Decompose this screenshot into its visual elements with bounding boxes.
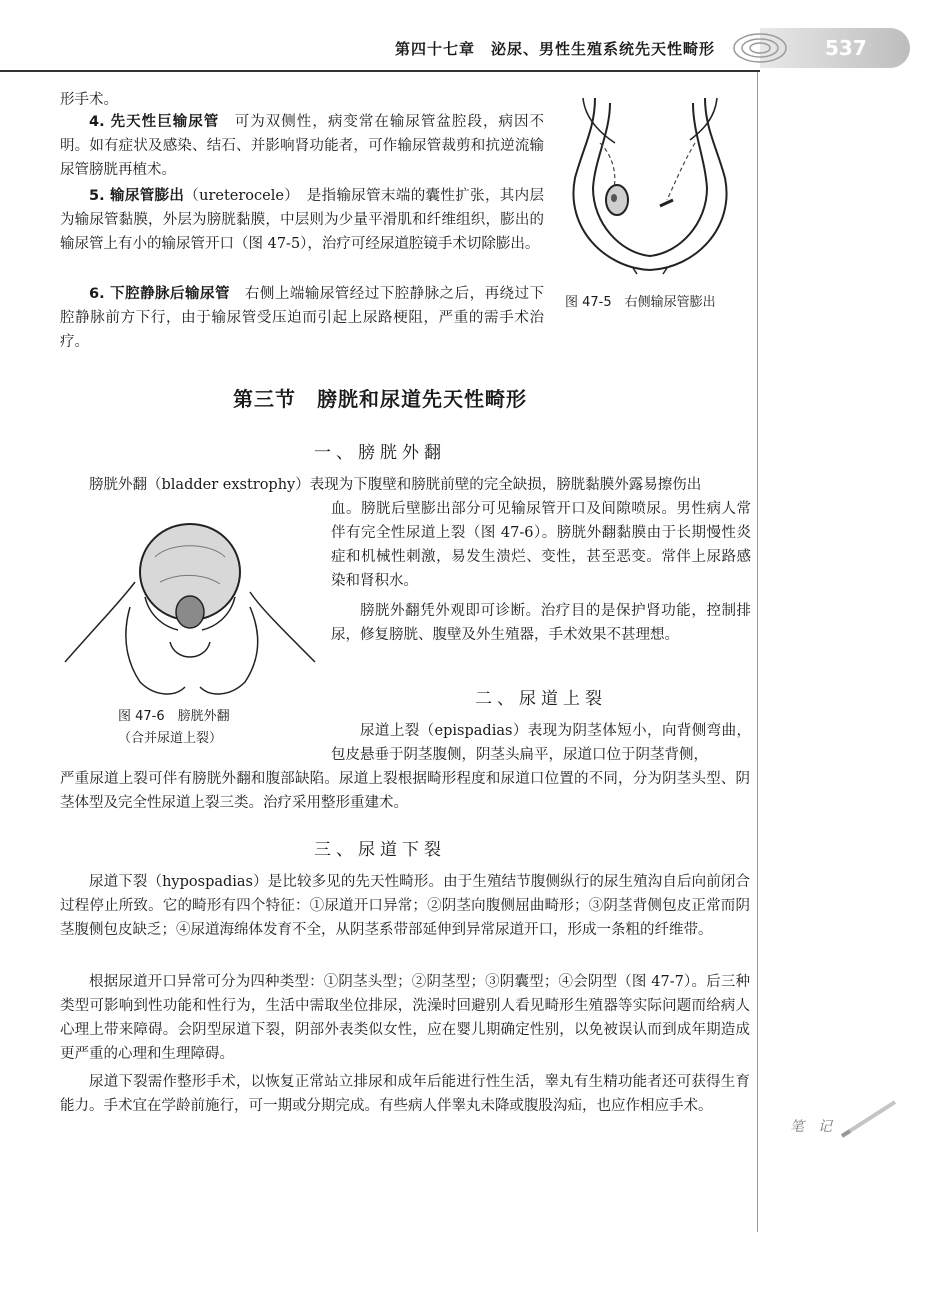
epispadias-paragraph-1b: 严重尿道上裂可伴有膀胱外翻和腹部缺陷。尿道上裂根据畸形程度和尿道口位置的不同，分为阴茎头型、阴茎体型及完全性尿道上裂三类。治疗采用整形重建术。 bbox=[60, 771, 750, 811]
page-number: 537 bbox=[825, 36, 867, 60]
notes-label: 笔 记 bbox=[790, 1119, 832, 1135]
hypospadias-paragraph-2: 根据尿道开口异常可分为四种类型：①阴茎头型；②阴茎型；③阴囊型；④会阴型（图 47-7）。后三种类型可影响到性功能和性行为，生活中需取坐位排尿，洗澡时回避别人看见畸形生殖器等实际问题而给病人心理上带来障碍。会阴型尿道下裂，阴部外表类似女性，应在婴儿期确定性别，以免被误认而到成年期造成更严重的心理和生理障碍。 bbox=[60, 974, 750, 1062]
header-divider bbox=[0, 70, 760, 72]
bladder-exstrophy-paragraph-2: 膀胱外翻凭外观即可诊断。治疗目的是保护肾功能，控制排尿，修复膀胱、腹壁及外生殖器，手术效果不甚理想。 bbox=[331, 603, 751, 643]
section-title: 第三节 膀胱和尿道先天性畸形 bbox=[233, 387, 527, 411]
figure-47-6-caption-line1: 图 47-6 膀胱外翻 bbox=[118, 709, 230, 724]
epispadias-paragraph-1a: 尿道上裂（epispadias）表现为阴茎体短小，向背侧弯曲，包皮悬垂于阴茎腹侧，阴茎头扁平，尿道口位于阴茎背侧， bbox=[331, 723, 751, 763]
item-6-text: 右侧上端输尿管经过下腔静脉之后，再绕过下腔静脉前方下行，由于输尿管受压迫而引起上尿路梗阻，严重的需手术治疗。 bbox=[60, 286, 544, 350]
spiral-logo-icon bbox=[730, 28, 790, 68]
item-5-paragraph bbox=[60, 184, 544, 256]
hypospadias-paragraph-3: 尿道下裂需作整形手术，以恢复正常站立排尿和成年后能进行性生活，睾丸有生精功能者还可获得生育能力。手术宜在学龄前施行，可一期或分期完成。有些病人伴睾丸未降或腹股沟疝，也应作相应手术。 bbox=[60, 1074, 750, 1114]
item-4-paragraph bbox=[60, 110, 544, 182]
hypospadias-paragraph-1: 尿道下裂（hypospadias）是比较多见的先天性畸形。由于生殖结节腹侧纵行的尿生殖沟自后向前闭合过程停止所致。它的畸形有四个特征：①尿道开口异常；②阴茎向腹侧屈曲畸形；③阴茎背侧包皮正常而阴茎腹侧包皮缺乏；④尿道海绵体发育不全，从阴茎系带部延伸到异常尿道开口，形成一条粗的纤维带。 bbox=[60, 874, 750, 938]
subsection-3-title: 三、尿道下裂 bbox=[314, 840, 446, 860]
figure-47-5-illustration bbox=[555, 88, 745, 278]
figure-47-5-caption: 图 47-5 右侧输尿管膨出 bbox=[565, 295, 716, 310]
item-4-text: 可为双侧性，病变常在输尿管盆腔段，病因不明。如有症状及感染、结石、并影响肾功能者，可作输尿管裁剪和抗逆流输尿管膀胱再植术。 bbox=[60, 114, 544, 178]
item-5-text: （ureterocele） 是指输尿管末端的囊性扩张，其内层为输尿管黏膜，外层为膀胱黏膜，中层则为少量平滑肌和纤维组织，膨出的输尿管上有小的输尿管开口（图 47-5），治疗可经尿道腔镜手术切除膨出。 bbox=[60, 188, 544, 252]
figure-47-6-caption-line2: （合并尿道上裂） bbox=[118, 731, 223, 746]
subsection-2-title: 二、尿道上裂 bbox=[475, 689, 607, 709]
item-5-term: 5. 输尿管膨出 bbox=[89, 188, 185, 204]
subsection-1-title: 一、膀胱外翻 bbox=[314, 443, 446, 463]
continuation-text: 形手术。 bbox=[60, 92, 118, 108]
pencil-icon bbox=[840, 1098, 900, 1138]
margin-divider bbox=[757, 72, 758, 1232]
bladder-exstrophy-paragraph-1b: 血。膀胱后壁膨出部分可见输尿管开口及间隙喷尿。男性病人常伴有完全性尿道上裂（图 47-6）。膀胱外翻黏膜由于长期慢性炎症和机械性刺激，易发生溃烂、变性，甚至恶变。常伴上尿路感染和肾积水。 bbox=[331, 501, 751, 589]
item-6-paragraph bbox=[60, 282, 544, 354]
item-4-term: 4. 先天性巨输尿管 bbox=[89, 114, 220, 130]
item-6-term: 6. 下腔静脉后输尿管 bbox=[89, 286, 230, 302]
bladder-exstrophy-paragraph-1a: 膀胱外翻（bladder exstrophy）表现为下腹壁和膀胱前壁的完全缺损，膀胱黏膜外露易擦伤出 bbox=[89, 477, 702, 493]
figure-47-6-illustration bbox=[60, 512, 320, 702]
running-header: 第四十七章 泌尿、男性生殖系统先天性畸形 bbox=[395, 40, 716, 58]
